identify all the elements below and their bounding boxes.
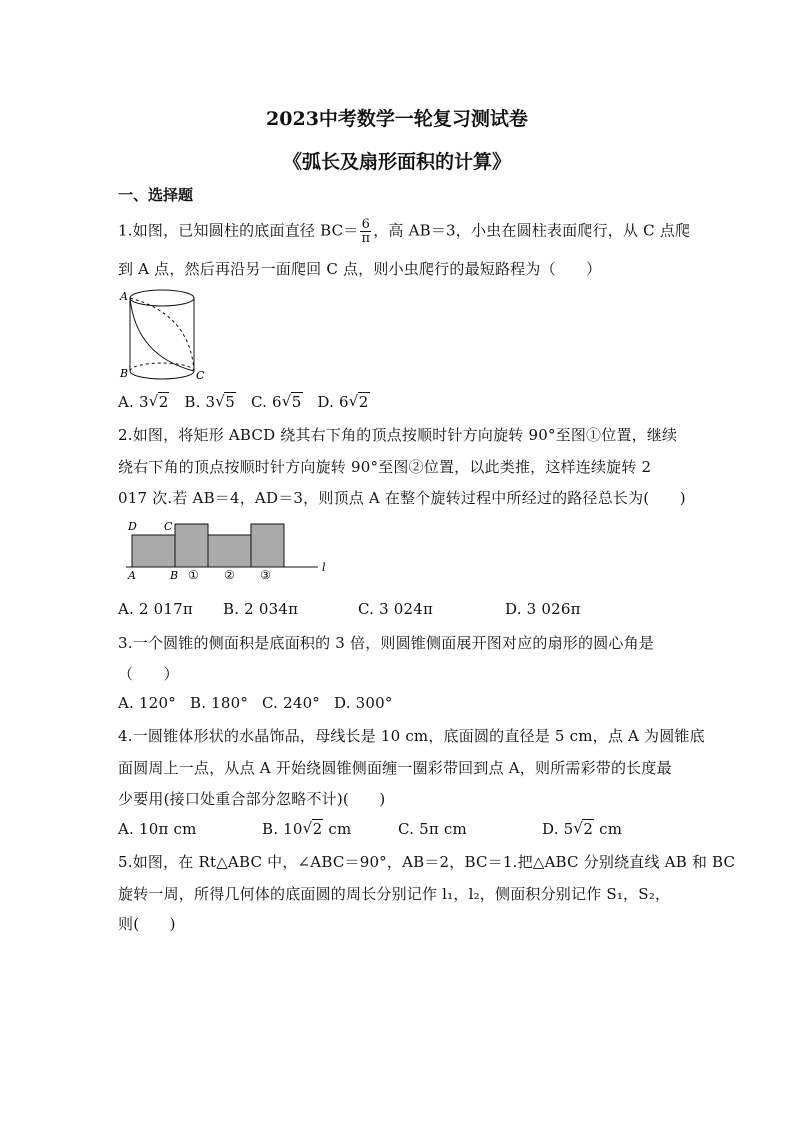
q1-option-a[interactable] [118, 393, 169, 411]
q4-option-a[interactable]: A. 10π cm [118, 820, 197, 838]
label-l: l [322, 561, 326, 574]
q2-option-d[interactable]: D. 3 026π [505, 600, 581, 618]
label-circled-3: ③ [260, 568, 271, 582]
cylinder-bottom-back [130, 363, 194, 371]
cylinder-bottom-front [130, 371, 194, 379]
q4-option-b[interactable] [262, 820, 351, 838]
q3-option-c[interactable]: C. 240° [262, 694, 321, 712]
rect-position-3 [251, 524, 284, 567]
q1-opt-b-prefix: B. 3 [184, 393, 216, 411]
q1-opt-d-radicand: 2 [358, 393, 369, 411]
label-b: B [170, 569, 179, 582]
q4-option-c[interactable]: C. 5π cm [398, 820, 467, 838]
section-heading: 一、选择题 [118, 186, 194, 204]
q4-opt-b-radicand: 2 [312, 820, 323, 838]
sqrt-symbol [149, 393, 170, 411]
label-b: B [120, 367, 129, 380]
q2-option-a[interactable]: A. 2 017π [118, 600, 193, 618]
q1-fraction [360, 218, 371, 245]
q1-opt-c-prefix: C. 6 [250, 393, 282, 411]
q1-opt-c-radicand: 5 [291, 393, 302, 411]
label-c: C [196, 369, 205, 382]
q2-line1: 2.如图，将矩形 ABCD 绕其右下角的顶点按顺时针方向旋转 90°至图①位置，继续 [118, 426, 678, 444]
q4-line1: 4.一圆锥体形状的水晶饰品，母线长是 10 cm，底面圆的直径是 5 cm，点 A 为圆锥底 [118, 727, 705, 745]
q2-line3: 017 次.若 AB＝4，AD＝3，则顶点 A 在整个旋转过程中所经过的路径总长为( ) [118, 489, 686, 507]
label-c: C [164, 520, 173, 533]
path-back-curve [130, 298, 194, 371]
q2-line2: 绕右下角的顶点按顺时针方向旋转 90°至图②位置，以此类推，这样连续旋转 2 [118, 458, 652, 476]
q1-text-a: 1.如图，已知圆柱的底面直径 BC＝ [118, 221, 359, 240]
q1-opt-d-prefix: D. 6 [317, 393, 349, 411]
page-subtitle: 《弧长及扇形面积的计算》 [282, 151, 511, 173]
q1-text-b: ，高 AB＝3，小虫在圆柱表面爬行，从 C 点爬 [373, 221, 691, 240]
rect-position-2 [208, 535, 251, 567]
sqrt-symbol [573, 820, 594, 838]
q4-opt-d-prefix: D. 5 [542, 820, 574, 838]
q2-option-c[interactable]: C. 3 024π [358, 600, 434, 618]
q3-line2: （ ） [118, 665, 179, 683]
cylinder-top-ellipse [130, 290, 194, 306]
q4-line2: 面圆周上一点，从点 A 开始绕圆锥侧面缠一圈彩带回到点 A，则所需彩带的长度最 [118, 759, 672, 777]
q1-frac-num: 6 [361, 217, 371, 232]
label-a: A [120, 290, 128, 303]
q1-option-b[interactable] [184, 393, 236, 411]
q4-option-d[interactable] [542, 820, 622, 838]
rectangle-rotation-figure [118, 517, 338, 583]
q3-line1: 3.一个圆锥的侧面积是底面积的 3 倍，则圆锥侧面展开图对应的扇形的圆心角是 [118, 634, 654, 652]
q3-option-b[interactable]: B. 180° [190, 694, 249, 712]
q4-opt-b-suffix: cm [323, 820, 352, 838]
sqrt-symbol [215, 393, 236, 411]
sqrt-symbol [303, 820, 324, 838]
q5-line1: 5.如图，在 Rt△ABC 中，∠ABC＝90°，AB＝2，BC＝1.把△ABC 分别绕直线 AB 和 BC [118, 853, 736, 871]
cylinder-figure [118, 286, 213, 384]
q2-option-b[interactable]: B. 2 034π [223, 600, 299, 618]
q5-line2: 旋转一周，所得几何体的底面圆的周长分别记作 l₁，l₂，侧面积分别记作 S₁，S₂， [118, 885, 671, 903]
label-d: D [128, 520, 137, 533]
q4-line3: 少要用(接口处重合部分忽略不计)( ) [118, 790, 386, 808]
q1-frac-den: π [361, 231, 371, 246]
q1-line1 [118, 218, 690, 245]
label-circled-2: ② [224, 568, 235, 582]
q1-opt-a-prefix: A. 3 [118, 393, 149, 411]
label-a: A [128, 569, 136, 582]
q3-option-a[interactable]: A. 120° [118, 694, 176, 712]
q4-opt-d-suffix: cm [594, 820, 623, 838]
q1-opt-a-radicand: 2 [158, 393, 169, 411]
q5-line3: 则( ) [118, 915, 176, 933]
page-title: 2023中考数学一轮复习测试卷 [266, 108, 528, 130]
q1-option-c[interactable] [251, 393, 303, 411]
sqrt-symbol [282, 393, 303, 411]
q1-option-d[interactable] [317, 393, 369, 411]
sqrt-symbol [349, 393, 370, 411]
q1-opt-b-radicand: 5 [225, 393, 236, 411]
q4-opt-b-prefix: B. 10 [262, 820, 303, 838]
path-front-curve [130, 298, 194, 371]
q3-option-d[interactable]: D. 300° [334, 694, 393, 712]
label-circled-1: ① [188, 568, 199, 582]
rect-position-1 [175, 524, 208, 567]
q1-options [118, 393, 370, 411]
q4-opt-d-radicand: 2 [583, 820, 594, 838]
rect-abcd [132, 535, 175, 567]
q1-line2: 到 A 点，然后再沿另一面爬回 C 点，则小虫爬行的最短路程为（ ） [118, 260, 602, 278]
